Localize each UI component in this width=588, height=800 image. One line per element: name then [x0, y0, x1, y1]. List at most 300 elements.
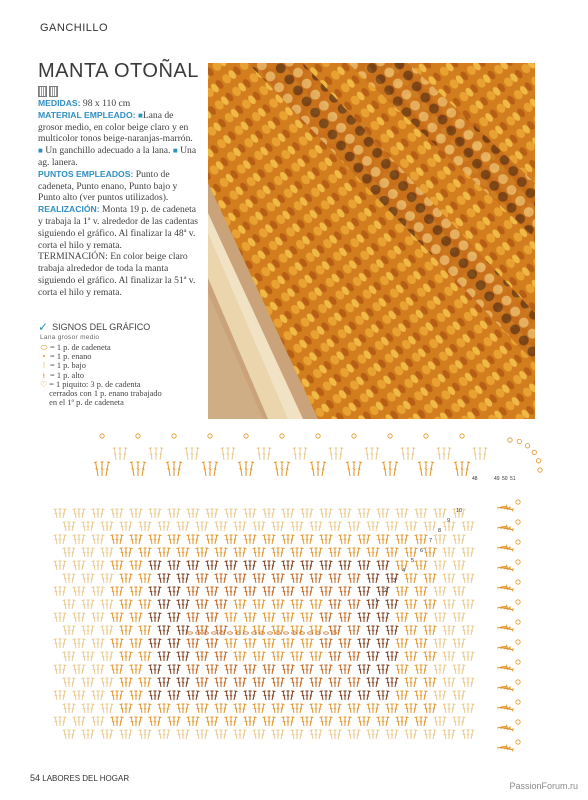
double-crochet-symbol — [460, 691, 465, 700]
double-crochet-symbol — [80, 639, 85, 648]
double-crochet-symbol — [172, 561, 175, 570]
double-crochet-symbol — [73, 613, 78, 622]
double-crochet-symbol — [54, 717, 59, 726]
double-crochet-symbol — [238, 462, 244, 476]
double-crochet-symbol — [241, 730, 246, 739]
double-crochet-symbol — [177, 730, 182, 739]
double-crochet-symbol — [124, 626, 127, 635]
double-crochet-symbol — [191, 561, 194, 570]
double-crochet-symbol — [305, 691, 308, 700]
double-crochet-symbol — [272, 574, 277, 583]
double-crochet-symbol — [153, 535, 156, 544]
double-crochet-symbol — [462, 704, 467, 713]
picot-symbol — [280, 434, 284, 438]
terminacion-text: TERMINACIÓN: En color beige claro trabaja alrededor de toda la manta siguiendo el gráfico. Al finalizar la 51ª v. corta el hilo y remata. — [38, 251, 196, 298]
double-crochet-symbol — [134, 587, 137, 596]
double-crochet-symbol — [286, 665, 289, 674]
double-crochet-symbol — [405, 652, 410, 661]
legend-text: = 1 p. bajo — [50, 361, 86, 371]
double-crochet-symbol — [165, 600, 170, 609]
double-crochet-symbol — [58, 639, 61, 648]
double-crochet-symbol — [70, 574, 75, 583]
double-crochet-symbol — [348, 600, 353, 609]
double-crochet-symbol — [139, 704, 144, 713]
double-crochet-symbol — [284, 462, 290, 476]
double-crochet-symbol — [374, 652, 379, 661]
double-crochet-symbol — [422, 535, 427, 544]
double-crochet-symbol — [82, 626, 87, 635]
double-crochet-symbol — [437, 448, 442, 460]
double-crochet-symbol — [406, 448, 409, 460]
double-crochet-symbol — [158, 548, 163, 557]
double-crochet-symbol — [89, 730, 94, 739]
double-crochet-symbol — [248, 691, 251, 700]
double-crochet-symbol — [146, 730, 151, 739]
double-crochet-symbol — [115, 561, 118, 570]
page-number: 54 — [30, 773, 41, 783]
double-crochet-symbol — [73, 587, 78, 596]
double-crochet-symbol — [175, 535, 180, 544]
double-crochet-symbol — [187, 717, 192, 726]
double-crochet-symbol — [329, 448, 334, 460]
double-crochet-symbol — [365, 448, 370, 460]
double-crochet-symbol — [276, 704, 279, 713]
double-crochet-symbol — [329, 678, 334, 687]
double-crochet-symbol — [346, 717, 351, 726]
double-crochet-symbol — [177, 704, 182, 713]
double-crochet-symbol — [111, 587, 116, 596]
double-crochet-symbol — [124, 678, 127, 687]
round-number-label: 8 — [438, 528, 442, 534]
double-crochet-symbol — [272, 730, 277, 739]
double-crochet-symbol — [289, 613, 294, 622]
double-crochet-symbol — [469, 678, 474, 687]
double-crochet-symbol — [358, 665, 363, 674]
chain-symbol — [268, 632, 273, 634]
double-crochet-symbol — [450, 730, 455, 739]
double-crochet-symbol — [196, 678, 201, 687]
double-crochet-symbol — [100, 462, 103, 476]
legend-item — [40, 361, 170, 370]
double-crochet-symbol — [279, 652, 284, 661]
double-crochet-symbol — [333, 730, 336, 739]
double-crochet-symbol — [358, 639, 363, 648]
double-crochet-symbol — [200, 678, 203, 687]
double-crochet-symbol — [291, 600, 296, 609]
double-crochet-symbol — [348, 626, 353, 635]
double-crochet-symbol — [89, 652, 94, 661]
row-number-label: 51 — [510, 476, 516, 482]
double-crochet-symbol — [320, 665, 325, 674]
double-crochet-symbol — [101, 548, 106, 557]
double-crochet-symbol — [317, 704, 322, 713]
double-crochet-symbol — [450, 678, 455, 687]
double-crochet-symbol — [371, 548, 374, 557]
picot-symbol — [136, 434, 140, 438]
double-crochet-symbol — [219, 678, 222, 687]
double-crochet-symbol — [77, 665, 80, 674]
double-crochet-symbol — [443, 678, 448, 687]
double-crochet-symbol — [248, 462, 254, 476]
double-crochet-symbol — [381, 717, 384, 726]
double-crochet-symbol — [244, 613, 249, 622]
double-crochet-symbol — [89, 678, 94, 687]
double-crochet-symbol — [111, 717, 116, 726]
double-crochet-symbol — [443, 626, 448, 635]
double-crochet-symbol — [286, 561, 289, 570]
double-crochet-symbol — [310, 652, 315, 661]
double-crochet-symbol — [257, 652, 260, 661]
double-crochet-symbol — [457, 665, 460, 674]
double-crochet-symbol — [415, 613, 420, 622]
double-crochet-symbol — [453, 561, 458, 570]
double-crochet-symbol — [308, 535, 313, 544]
double-crochet-symbol — [137, 535, 142, 544]
double-crochet-symbol — [115, 717, 118, 726]
double-crochet-symbol — [310, 678, 315, 687]
double-crochet-symbol — [431, 678, 436, 687]
double-crochet-symbol — [454, 462, 460, 476]
double-crochet-symbol — [428, 462, 434, 476]
double-crochet-symbol — [390, 548, 393, 557]
double-crochet-symbol — [168, 665, 173, 674]
double-crochet-symbol — [196, 730, 201, 739]
double-crochet-symbol — [409, 678, 412, 687]
double-crochet-symbol — [346, 535, 351, 544]
double-crochet-symbol — [234, 548, 239, 557]
double-crochet-symbol — [185, 448, 190, 460]
double-crochet-symbol — [358, 587, 363, 596]
double-crochet-symbol — [67, 626, 70, 635]
double-crochet-symbol — [203, 704, 208, 713]
double-crochet-symbol — [130, 665, 135, 674]
double-crochet-symbol — [130, 535, 135, 544]
double-crochet-symbol — [396, 665, 401, 674]
double-crochet-symbol — [124, 704, 127, 713]
double-crochet-symbol — [462, 626, 467, 635]
double-crochet-symbol — [194, 561, 199, 570]
double-crochet-symbol — [61, 613, 66, 622]
double-crochet-symbol — [289, 691, 294, 700]
double-crochet-symbol — [367, 678, 372, 687]
double-crochet-symbol — [298, 522, 303, 531]
picot-symbol — [516, 680, 520, 684]
double-crochet-symbol — [257, 574, 260, 583]
double-crochet-symbol — [419, 639, 422, 648]
double-crochet-symbol — [184, 574, 189, 583]
double-crochet-symbol — [187, 587, 192, 596]
double-crochet-symbol — [280, 462, 283, 476]
double-crochet-symbol — [244, 639, 249, 648]
double-crochet-symbol — [298, 600, 303, 609]
double-crochet-symbol — [270, 587, 275, 596]
double-crochet-symbol — [400, 665, 403, 674]
double-crochet-symbol — [457, 717, 460, 726]
double-crochet-symbol — [111, 665, 116, 674]
double-crochet-symbol — [286, 509, 289, 518]
double-crochet-symbol — [334, 448, 337, 460]
double-crochet-symbol — [329, 730, 334, 739]
double-crochet-symbol — [329, 652, 334, 661]
double-crochet-symbol — [80, 535, 85, 544]
double-crochet-symbol — [120, 600, 125, 609]
double-crochet-symbol — [441, 509, 446, 518]
double-crochet-symbol — [158, 730, 163, 739]
double-crochet-symbol — [96, 639, 99, 648]
double-crochet-symbol — [108, 574, 113, 583]
double-crochet-symbol — [291, 730, 296, 739]
double-crochet-symbol — [137, 717, 142, 726]
double-crochet-symbol — [130, 462, 136, 476]
double-crochet-symbol — [320, 462, 326, 476]
double-crochet-symbol — [203, 652, 208, 661]
double-crochet-symbol — [320, 691, 325, 700]
double-crochet-symbol — [282, 613, 287, 622]
double-crochet-symbol — [270, 535, 275, 544]
double-crochet-symbol — [431, 704, 436, 713]
double-crochet-symbol — [327, 613, 332, 622]
double-crochet-symbol — [272, 548, 277, 557]
double-crochet-symbol — [263, 561, 268, 570]
double-crochet-symbol — [443, 730, 448, 739]
picot-symbol — [536, 459, 540, 463]
double-crochet-symbol — [124, 574, 127, 583]
double-crochet-symbol — [82, 730, 87, 739]
double-crochet-symbol — [403, 717, 408, 726]
double-crochet-symbol — [434, 665, 439, 674]
double-crochet-symbol — [381, 561, 384, 570]
double-crochet-symbol — [181, 652, 184, 661]
double-crochet-symbol — [137, 509, 142, 518]
double-crochet-symbol — [108, 626, 113, 635]
double-crochet-symbol — [302, 448, 307, 460]
double-crochet-symbol — [257, 548, 260, 557]
double-crochet-symbol — [200, 600, 203, 609]
double-crochet-symbol — [86, 704, 89, 713]
double-crochet-symbol — [272, 652, 277, 661]
double-crochet-symbol — [317, 730, 322, 739]
double-crochet-symbol — [460, 561, 465, 570]
double-crochet-symbol — [289, 717, 294, 726]
double-crochet-symbol — [431, 600, 436, 609]
double-crochet-symbol — [225, 613, 230, 622]
double-crochet-symbol — [352, 600, 355, 609]
double-crochet-symbol — [270, 691, 275, 700]
double-crochet-symbol — [352, 678, 355, 687]
double-crochet-symbol — [333, 600, 336, 609]
double-crochet-symbol — [450, 522, 455, 531]
double-crochet-symbol — [172, 717, 175, 726]
double-crochet-symbol — [82, 574, 87, 583]
double-crochet-symbol — [393, 678, 398, 687]
double-crochet-symbol — [70, 678, 75, 687]
double-crochet-symbol — [82, 600, 87, 609]
double-crochet-symbol — [274, 462, 280, 476]
double-crochet-symbol — [120, 522, 125, 531]
double-crochet-symbol — [298, 548, 303, 557]
double-crochet-symbol — [219, 730, 222, 739]
double-crochet-symbol — [206, 665, 211, 674]
double-crochet-symbol — [210, 509, 213, 518]
double-crochet-symbol — [405, 730, 410, 739]
double-crochet-symbol — [229, 561, 232, 570]
double-crochet-symbol — [124, 730, 127, 739]
double-crochet-symbol — [149, 535, 154, 544]
double-crochet-symbol — [348, 574, 353, 583]
double-crochet-symbol — [70, 548, 75, 557]
double-crochet-symbol — [279, 600, 284, 609]
double-crochet-symbol — [101, 652, 106, 661]
double-crochet-symbol — [111, 509, 116, 518]
double-crochet-symbol — [314, 652, 317, 661]
double-crochet-symbol — [282, 535, 287, 544]
double-crochet-symbol — [134, 691, 137, 700]
double-crochet-symbol — [434, 613, 439, 622]
double-crochet-symbol — [244, 587, 249, 596]
double-crochet-symbol — [279, 548, 284, 557]
double-crochet-symbol — [77, 639, 80, 648]
legend-item — [40, 343, 170, 352]
double-crochet-symbol — [393, 626, 398, 635]
bullet-square-icon: ■ — [137, 110, 143, 120]
double-crochet-symbol — [139, 652, 144, 661]
double-crochet-symbol — [86, 730, 89, 739]
double-crochet-symbol — [295, 730, 298, 739]
double-crochet-symbol — [213, 587, 218, 596]
double-crochet-symbol — [384, 509, 389, 518]
double-crochet-symbol — [80, 665, 85, 674]
double-crochet-symbol — [162, 652, 165, 661]
double-crochet-symbol — [329, 600, 334, 609]
double-crochet-symbol — [314, 704, 317, 713]
double-crochet-symbol — [469, 652, 474, 661]
double-crochet-symbol — [295, 678, 298, 687]
double-crochet-symbol — [153, 587, 156, 596]
puntos-label: PUNTOS EMPLEADOS: — [38, 168, 134, 179]
double-crochet-symbol — [77, 509, 80, 518]
double-crochet-symbol — [92, 691, 97, 700]
double-crochet-symbol — [362, 639, 365, 648]
double-crochet-symbol — [428, 704, 431, 713]
double-crochet-symbol — [139, 626, 144, 635]
double-crochet-symbol — [409, 522, 412, 531]
double-crochet-symbol — [248, 639, 251, 648]
double-crochet-symbol — [92, 639, 97, 648]
double-crochet-symbol — [89, 704, 94, 713]
double-crochet-symbol — [453, 665, 458, 674]
double-crochet-symbol — [67, 652, 70, 661]
double-crochet-symbol — [156, 639, 161, 648]
double-crochet-symbol — [374, 548, 379, 557]
double-crochet-symbol — [348, 548, 353, 557]
double-crochet-symbol — [441, 717, 446, 726]
double-crochet-symbol — [434, 561, 439, 570]
double-crochet-symbol — [175, 561, 180, 570]
double-crochet-symbol — [149, 613, 154, 622]
double-crochet-symbol — [63, 704, 68, 713]
double-crochet-symbol — [409, 730, 412, 739]
double-crochet-symbol — [86, 548, 89, 557]
round-number-label: 9 — [447, 518, 451, 524]
double-crochet-symbol — [469, 548, 474, 557]
double-crochet-symbol — [263, 587, 268, 596]
double-crochet-symbol — [89, 548, 94, 557]
double-crochet-symbol — [177, 574, 182, 583]
double-crochet-symbol — [146, 574, 151, 583]
double-crochet-symbol — [424, 462, 427, 476]
double-crochet-symbol — [120, 548, 125, 557]
double-crochet-symbol — [153, 639, 156, 648]
double-crochet-symbol — [263, 691, 268, 700]
double-crochet-symbol — [371, 678, 374, 687]
picot-symbol — [100, 434, 104, 438]
double-crochet-symbol — [447, 574, 450, 583]
double-crochet-symbol — [140, 462, 146, 476]
double-crochet-symbol — [172, 462, 175, 476]
double-crochet-symbol — [92, 587, 97, 596]
double-crochet-symbol — [156, 535, 161, 544]
double-crochet-symbol — [127, 600, 132, 609]
double-crochet-symbol — [194, 535, 199, 544]
double-crochet-symbol — [177, 652, 182, 661]
double-crochet-symbol — [219, 704, 222, 713]
double-crochet-symbol — [396, 587, 401, 596]
double-crochet-symbol — [424, 678, 429, 687]
double-crochet-symbol — [162, 574, 165, 583]
legend-text: = 1 p. de cadeneta — [50, 343, 111, 352]
double-crochet-symbol — [181, 704, 184, 713]
double-crochet-symbol — [191, 613, 194, 622]
double-crochet-symbol — [336, 626, 341, 635]
double-crochet-symbol — [238, 678, 241, 687]
double-crochet-symbol — [355, 678, 360, 687]
round-number-label: 5 — [411, 558, 415, 564]
double-crochet-symbol — [187, 613, 192, 622]
double-crochet-symbol — [73, 665, 78, 674]
double-crochet-symbol — [172, 587, 175, 596]
double-crochet-symbol — [139, 600, 144, 609]
double-crochet-symbol — [324, 561, 327, 570]
double-crochet-symbol — [149, 691, 154, 700]
double-crochet-symbol — [371, 574, 374, 583]
double-crochet-symbol — [251, 691, 256, 700]
double-crochet-symbol — [219, 652, 222, 661]
double-crochet-symbol — [196, 574, 201, 583]
double-crochet-symbol — [367, 522, 372, 531]
double-crochet-symbol — [251, 665, 256, 674]
double-crochet-symbol — [466, 704, 469, 713]
double-crochet-symbol — [365, 561, 370, 570]
double-crochet-symbol — [63, 548, 68, 557]
double-crochet-symbol — [412, 652, 417, 661]
double-crochet-symbol — [58, 587, 61, 596]
instructions — [38, 98, 198, 299]
double-crochet-symbol — [365, 613, 370, 622]
double-crochet-symbol — [222, 704, 227, 713]
double-crochet-symbol — [208, 462, 211, 476]
double-crochet-symbol — [289, 665, 294, 674]
double-crochet-symbol — [317, 574, 322, 583]
double-crochet-symbol — [286, 717, 289, 726]
double-crochet-symbol — [367, 574, 372, 583]
double-crochet-symbol — [54, 561, 59, 570]
double-crochet-symbol — [386, 548, 391, 557]
double-crochet-symbol — [127, 548, 132, 557]
double-crochet-symbol — [61, 665, 66, 674]
double-crochet-symbol — [324, 691, 327, 700]
double-crochet-symbol — [162, 704, 165, 713]
double-crochet-symbol — [371, 704, 374, 713]
